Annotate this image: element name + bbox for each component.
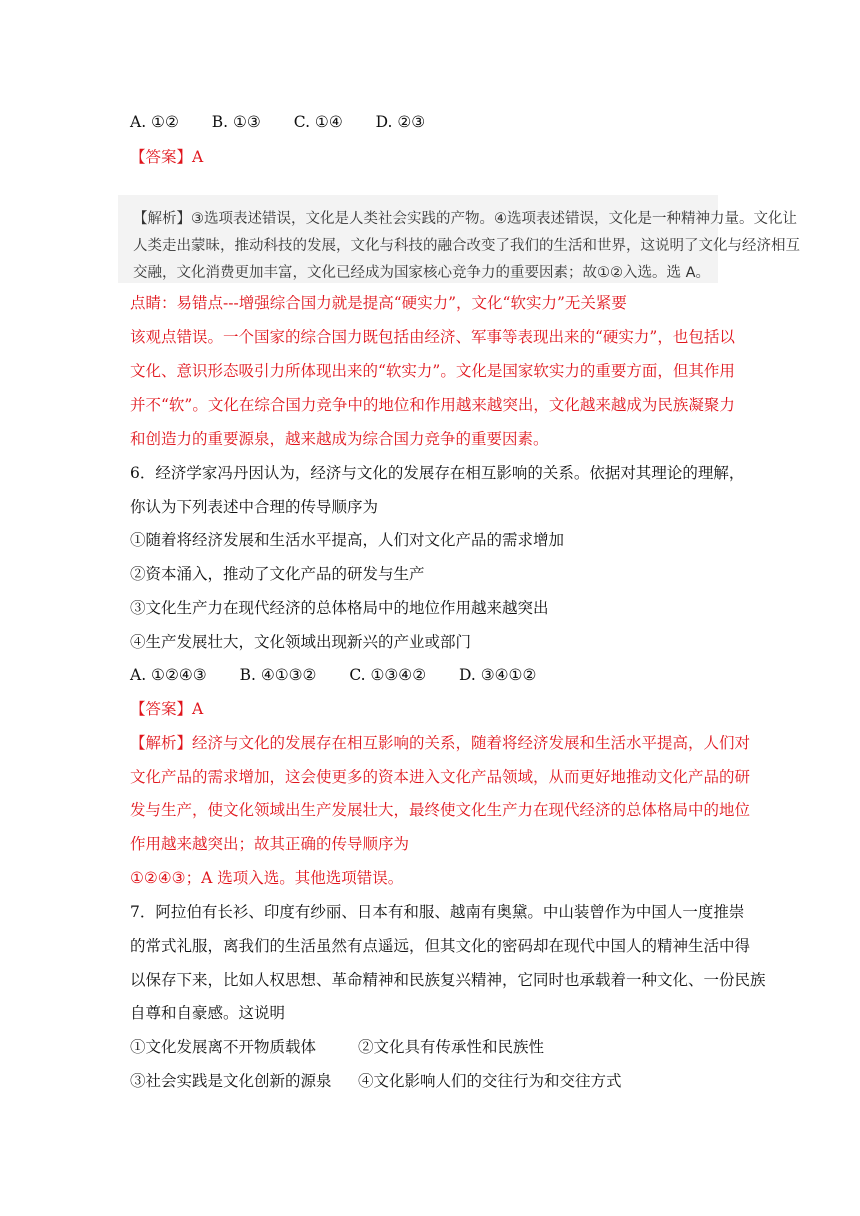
q5-analysis-line: 【解析】③选项表述错误，文化是人类社会实践的产物。④选项表述错误，文化是一种精神力量。文化让	[133, 211, 797, 227]
q7-items-row	[130, 1037, 544, 1057]
q7-stem-line: 的常式礼服，离我们的生活虽然有点遥远，但其文化的密码却在现代中国人的精神生活中得	[130, 937, 751, 955]
q5-tip-line: 点睛：易错点---增强综合国力就是提高“硬实力”，文化“软实力”无关紧要	[130, 294, 627, 312]
q6-analysis-line: 【解析】经济与文化的发展存在相互影响的关系，随着将经济发展和生活水平提高，人们对	[130, 734, 751, 752]
q7-item: ①文化发展离不开物质载体	[130, 1038, 317, 1056]
q6-option-a: A. ①②④③	[130, 666, 207, 684]
q7-item: ②文化具有传承性和民族性	[358, 1038, 545, 1056]
q6-option-c: C. ①③④②	[349, 666, 427, 684]
q7-stem-line: 以保存下来，比如人权思想、革命精神和民族复兴精神，它同时也承载着一种文化、一份民族	[130, 971, 766, 989]
q6-item: ①随着将经济发展和生活水平提高，人们对文化产品的需求增加	[130, 531, 565, 549]
q6-item: ③文化生产力在现代经济的总体格局中的地位作用越来越突出	[130, 599, 549, 617]
q5-analysis-line: 人类走出蒙昧，推动科技的发展，文化与科技的融合改变了我们的生活和世界，这说明了文化与经济相互	[133, 238, 800, 254]
q7-items-row	[130, 1071, 622, 1091]
q6-answer: 【答案】A	[130, 700, 204, 718]
q6-option-b: B. ④①③②	[239, 666, 317, 684]
q7-stem-line: 7．阿拉伯有长衫、印度有纱丽、日本有和服、越南有奥黛。中山装曾作为中国人一度推崇	[130, 903, 745, 921]
q6-option-d: D. ③④①②	[459, 666, 537, 684]
q5-option-c: C. ①④	[293, 113, 343, 131]
q7-item: ④文化影响人们的交往行为和交往方式	[358, 1072, 622, 1090]
q5-answer: 【答案】A	[130, 148, 204, 166]
q5-tip-line: 该观点错误。一个国家的综合国力既包括由经济、军事等表现出来的“硬实力”，也包括以	[130, 328, 735, 346]
q5-options	[130, 112, 425, 132]
q7-item: ③社会实践是文化创新的源泉	[130, 1072, 332, 1090]
q6-stem-line: 6．经济学家冯丹因认为，经济与文化的发展存在相互影响的关系。依据对其理论的理解，	[130, 464, 745, 482]
q7-stem-line: 自尊和自豪感。这说明	[130, 1004, 286, 1022]
q5-analysis-line: 交融，文化消费更加丰富，文化已经成为国家核心竞争力的重要因素；故①②入选。选 A。	[133, 265, 711, 281]
q6-stem-line: 你认为下列表述中合理的传导顺序为	[130, 498, 379, 516]
q6-analysis-line: 作用越来越突出；故其正确的传导顺序为	[130, 835, 410, 853]
q6-item: ②资本涌入，推动了文化产品的研发与生产	[130, 565, 425, 583]
q5-option-d: D. ②③	[375, 113, 426, 131]
q5-tip-line: 并不“软”。文化在综合国力竞争中的地位和作用越来越突出，文化越来越成为民族凝聚力	[130, 396, 735, 414]
q5-option-a: A. ①②	[130, 113, 179, 131]
q6-analysis-line: ①②④③；A 选项入选。其他选项错误。	[130, 869, 404, 887]
q5-tip-line: 文化、意识形态吸引力所体现出来的“软实力”。文化是国家软实力的重要方面，但其作用	[130, 362, 735, 380]
q6-analysis-line: 发与生产，使文化领域出生产发展壮大，最终使文化生产力在现代经济的总体格局中的地位	[130, 801, 751, 819]
q5-option-b: B. ①③	[211, 113, 261, 131]
q6-options	[130, 665, 536, 685]
q6-analysis-line: 文化产品的需求增加，这会使更多的资本进入文化产品领域，从而更好地推动文化产品的研	[130, 768, 751, 786]
q6-item: ④生产发展壮大，文化领域出现新兴的产业或部门	[130, 633, 472, 651]
q5-tip-line: 和创造力的重要源泉，越来越成为综合国力竞争的重要因素。	[130, 430, 549, 448]
